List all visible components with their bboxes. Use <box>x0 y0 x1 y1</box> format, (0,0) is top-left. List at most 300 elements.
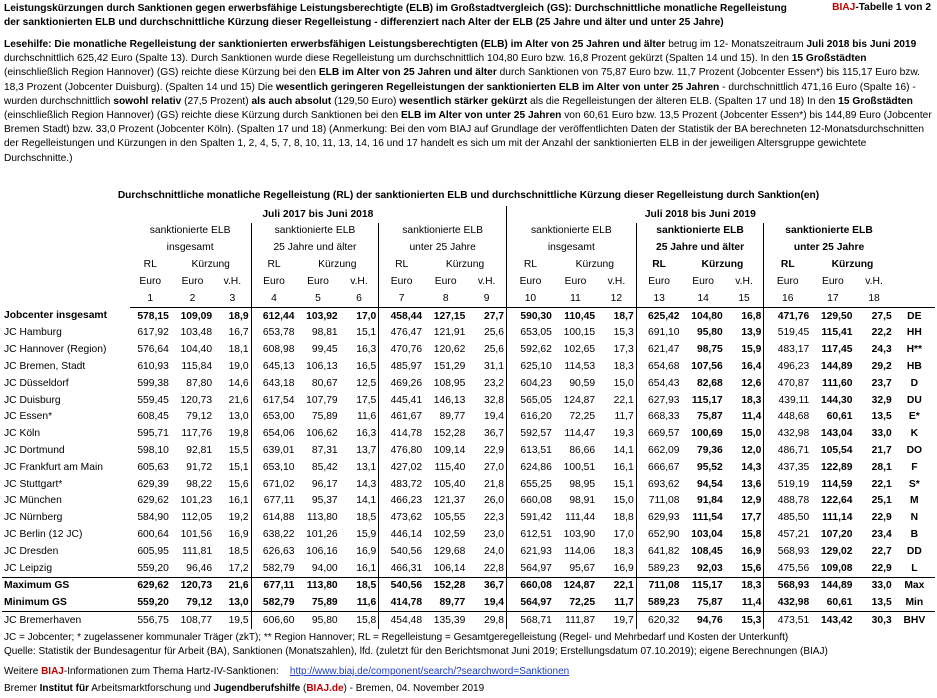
row-value: 16,9 <box>228 529 249 541</box>
row-value: 16,3 <box>356 344 377 356</box>
row-value: 111,81 <box>182 545 213 557</box>
row-name: JC Duisburg <box>4 394 61 406</box>
lesehilfe-t19: (einschließlich Region Hannover) (GS) reichte diese Kürzung durch Sanktionen bei den <box>4 110 401 122</box>
row-value: 11,4 <box>741 411 762 423</box>
header-unit: Euro <box>181 275 204 287</box>
row-name: JC Essen* <box>4 411 53 423</box>
row-value: 107,79 <box>306 394 338 406</box>
row-value: 146,13 <box>433 394 466 406</box>
row-value: 122,89 <box>820 461 853 473</box>
row-value: 143,04 <box>820 428 853 440</box>
row-value: 15,8 <box>741 529 762 541</box>
row-value: 114,53 <box>564 361 596 373</box>
row-abbr: S* <box>908 478 920 490</box>
header-spacer <box>2 273 130 290</box>
table-label <box>832 2 931 13</box>
header-colnum: 12 <box>597 290 636 307</box>
row-value: 108,45 <box>691 545 723 557</box>
row-value: 18,8 <box>613 512 634 524</box>
row-value: 604,23 <box>520 377 552 389</box>
row-value: 23,7 <box>871 377 892 389</box>
header-colnum: 5 <box>296 290 339 307</box>
row-value: 108,77 <box>171 612 214 629</box>
row-value: 111,44 <box>565 512 596 524</box>
row-value: 115,84 <box>181 361 213 373</box>
row-value: 432,98 <box>764 425 811 442</box>
row-value: 95,80 <box>696 327 723 339</box>
row-value: 19,0 <box>228 361 249 373</box>
row-value: 22,9 <box>871 562 892 574</box>
row-value: 22,7 <box>871 545 892 557</box>
header-unit: Euro <box>764 273 811 290</box>
table-row <box>2 325 935 342</box>
row-value: 414,78 <box>379 425 424 442</box>
header-rl: RL <box>251 256 296 273</box>
row-value: 25,1 <box>871 495 892 507</box>
group-header-all-2: sanktionierte ELB <box>531 225 612 237</box>
row-value: 29,8 <box>467 612 506 629</box>
row-value: 17,0 <box>613 529 634 541</box>
header-unit: v.H. <box>223 275 242 287</box>
row-value: 18,5 <box>228 545 249 557</box>
row-value: 94,54 <box>696 478 723 490</box>
row-value: 620,32 <box>636 612 681 629</box>
header-colnum: 9 <box>467 290 506 307</box>
lesehilfe-t4: Juli 2018 bis Juni 2019 <box>806 39 917 50</box>
row-value: 568,93 <box>764 543 811 560</box>
row-value: 608,45 <box>137 411 169 423</box>
row-value: 475,56 <box>764 560 811 577</box>
row-value: 629,62 <box>137 495 169 507</box>
row-value: 590,30 <box>520 310 552 322</box>
lesehilfe-t20: ELB im Alter von unter 25 Jahren <box>400 110 562 122</box>
header-spacer <box>2 290 130 307</box>
row-value: 124,87 <box>563 394 596 406</box>
row-value: 19,3 <box>613 428 634 440</box>
row-abbr: BHV <box>894 612 935 629</box>
row-value: 89,77 <box>439 597 466 609</box>
row-value: 33,0 <box>871 428 892 440</box>
row-value: 14,3 <box>356 478 377 490</box>
row-value: 100,15 <box>563 327 596 339</box>
row-value: 100,51 <box>563 461 596 473</box>
row-value: 27,5 <box>871 310 892 322</box>
row-value: 106,62 <box>306 428 338 440</box>
row-value: 556,75 <box>130 612 171 629</box>
row-value: 446,14 <box>379 526 424 543</box>
row-value: 80,67 <box>311 377 338 389</box>
row-value: 18,3 <box>725 577 764 594</box>
header-colnum: 1 <box>130 290 171 307</box>
row-value: 616,20 <box>520 411 552 423</box>
row-value: 564,97 <box>520 597 552 609</box>
row-value: 19,5 <box>214 612 251 629</box>
row-value: 89,77 <box>439 411 466 423</box>
row-value: 469,26 <box>379 375 424 392</box>
row-value: 22,8 <box>467 560 506 577</box>
row-value: 654,68 <box>636 358 681 375</box>
row-value: 107,20 <box>820 529 853 541</box>
table-label-text: -Tabelle 1 von 2 <box>855 2 931 13</box>
header-colnum: 2 <box>171 290 214 307</box>
lesehilfe-t6: 15 Großstädten <box>791 53 867 65</box>
row-abbr: B <box>910 529 919 541</box>
row-value: 627,93 <box>636 392 681 409</box>
lesehilfe-t17: als die Regelleistungen der älteren ELB. (Spalten 17 und 18) In den <box>527 95 839 107</box>
lesehilfe-t15: (129,50 Euro) <box>331 95 400 107</box>
row-value: 95,67 <box>569 562 596 574</box>
row-value: 115,17 <box>691 394 723 406</box>
row-value: 592,62 <box>520 344 552 356</box>
row-name: JC Frankfurt am Main <box>4 461 103 473</box>
row-value: 129,02 <box>820 545 853 557</box>
row-value: 15,8 <box>340 612 379 629</box>
group-sub-u25-2: unter 25 Jahre <box>764 240 894 257</box>
row-value: 568,93 <box>764 577 811 594</box>
row-value: 582,79 <box>251 560 296 577</box>
header-colnum: 6 <box>340 290 379 307</box>
row-name: JC Bremerhaven <box>2 612 130 629</box>
row-value: 111,87 <box>554 612 597 629</box>
row-value: 626,63 <box>251 543 296 560</box>
row-value: 600,64 <box>137 529 169 541</box>
row-value: 95,37 <box>311 495 338 507</box>
row-value: 101,23 <box>180 495 213 507</box>
row-value: 75,89 <box>311 597 338 609</box>
row-abbr: DD <box>906 545 922 557</box>
row-value: 107,56 <box>691 361 723 373</box>
row-name: JC München <box>4 495 62 507</box>
row-value: 111,14 <box>822 512 853 524</box>
row-value: 13,0 <box>228 411 249 423</box>
row-value: 87,31 <box>311 445 338 457</box>
table-subtitle: Durchschnittliche monatliche Regelleistung (RL) der sanktionierten ELB und durchschnittliche Kürzung dieser Regelleistung durch Sanktion(en) <box>117 190 820 201</box>
row-value: 23,4 <box>871 529 892 541</box>
row-value: 645,13 <box>251 358 296 375</box>
row-value: 75,87 <box>696 597 723 609</box>
row-value: 15,9 <box>356 529 377 541</box>
row-value: 671,02 <box>251 476 296 493</box>
row-name: JC Leipzig <box>4 562 53 574</box>
header-kuerzung: Kürzung <box>831 259 874 271</box>
header-spacer <box>894 273 935 290</box>
row-value: 117,76 <box>181 428 213 440</box>
header-unit: v.H. <box>467 273 506 290</box>
row-value: 82,68 <box>696 377 723 389</box>
row-value: 15,0 <box>613 377 634 389</box>
row-value: 13,9 <box>741 327 762 339</box>
row-value: 14,6 <box>228 377 249 389</box>
footnote-source: Quelle: Statistik der Bundesagentur für Arbeit (BA), Sanktionen (Monatszahlen), lfd. (zuletzt für den Berichtsmonat Juni 2019; Erstellungsdatum 07.10.2019); eigene Berechnungen (BIAJ) <box>4 646 828 657</box>
header-colnum: 10 <box>507 290 554 307</box>
row-value: 91,72 <box>186 461 213 473</box>
row-name: JC Hamburg <box>4 327 62 339</box>
row-abbr: H** <box>906 344 923 356</box>
row-value: 677,11 <box>251 577 296 594</box>
more-info-biaj: BIAJ <box>41 666 64 677</box>
row-value: 466,23 <box>379 493 424 510</box>
row-value: 25,6 <box>467 325 506 342</box>
group-sub-25plus-2: 25 Jahre und älter <box>636 240 764 257</box>
row-value: 18,3 <box>613 545 634 557</box>
row-value: 114,59 <box>821 478 853 490</box>
row-value: 124,87 <box>554 577 597 594</box>
row-value: 121,91 <box>433 327 466 339</box>
row-value: 458,44 <box>379 307 424 324</box>
row-value: 18,1 <box>228 344 249 356</box>
row-value: 12,0 <box>741 445 762 457</box>
lesehilfe-t1: Lesehilfe: Die monatliche Regelleistung der <box>4 39 218 50</box>
row-value: 476,80 <box>379 442 424 459</box>
row-value: 98,91 <box>569 495 596 507</box>
row-value: 60,61 <box>826 597 853 609</box>
row-value: 15,6 <box>741 562 762 574</box>
row-value: 564,97 <box>520 562 552 574</box>
inst-1: Bremer <box>4 683 40 694</box>
row-value: 96,17 <box>311 478 338 490</box>
row-value: 15,9 <box>741 344 762 356</box>
header-rl: RL <box>764 256 811 273</box>
row-value: 120,62 <box>433 344 466 356</box>
row-value: 653,78 <box>251 325 296 342</box>
row-value: 101,26 <box>306 529 338 541</box>
row-value: 18,3 <box>613 361 634 373</box>
row-value: 470,76 <box>379 341 424 358</box>
footnote-more-info <box>4 665 569 679</box>
row-value: 115,17 <box>682 577 725 594</box>
row-value: 110,45 <box>564 310 596 322</box>
inst-7: ) - Bremen, 04. November 2019 <box>343 683 485 694</box>
row-value: 129,68 <box>433 545 466 557</box>
row-value: 488,78 <box>764 493 811 510</box>
row-value: 23,2 <box>467 375 506 392</box>
row-value: 629,93 <box>636 509 681 526</box>
row-value: 668,33 <box>636 409 681 426</box>
row-value: 16,8 <box>741 310 762 322</box>
lesehilfe-t12: sowohl relativ <box>113 95 182 107</box>
period-header-2: Juli 2018 bis Juni 2019 <box>644 208 756 220</box>
row-value: 660,08 <box>520 495 552 507</box>
row-value: 79,12 <box>186 411 213 423</box>
header-kuerzung: Kürzung <box>575 259 614 271</box>
row-value: 13,1 <box>356 461 377 473</box>
row-value: 19,2 <box>228 512 249 524</box>
row-value: 605,63 <box>137 461 169 473</box>
row-value: 19,8 <box>228 428 249 440</box>
table-row <box>2 577 935 594</box>
row-value: 625,42 <box>636 307 681 324</box>
header-kuerzung: Kürzung <box>424 256 506 273</box>
header-unit: Euro <box>564 275 587 287</box>
row-value: 109,09 <box>180 310 213 322</box>
row-value: 105,55 <box>433 512 466 524</box>
row-value: 15,1 <box>356 327 377 339</box>
lesehilfe-t10: wesentlich geringeren Regelleistungen der sanktionierten ELB im Alter von unter 25 Jahren <box>275 81 720 93</box>
row-value: 109,08 <box>820 562 853 574</box>
table-row <box>2 493 935 510</box>
row-abbr: E* <box>908 411 920 423</box>
row-value: 589,23 <box>636 560 681 577</box>
row-value: 15,3 <box>613 327 634 339</box>
row-value: 106,16 <box>306 545 338 557</box>
row-value: 613,51 <box>520 445 552 457</box>
row-abbr: DO <box>906 445 923 457</box>
row-value: 11,7 <box>614 411 634 423</box>
row-value: 16,1 <box>228 495 249 507</box>
row-value: 595,71 <box>137 428 169 440</box>
row-value: 16,1 <box>613 461 634 473</box>
row-value: 711,08 <box>636 577 681 594</box>
row-value: 461,67 <box>379 409 424 426</box>
row-value: 33,0 <box>854 577 893 594</box>
header-unit: Euro <box>251 273 296 290</box>
table-row <box>2 560 935 577</box>
group-sub-25plus: 25 Jahre und älter <box>251 240 379 257</box>
header-colnum: 14 <box>682 290 725 307</box>
group-header-25plus: sanktionierte ELB <box>251 223 379 240</box>
row-value: 114,06 <box>564 545 596 557</box>
row-name: JC Bremen, Stadt <box>4 361 86 373</box>
row-value: 104,80 <box>691 310 723 322</box>
header-colnum: 7 <box>379 290 424 307</box>
table-row <box>2 425 935 442</box>
row-value: 106,13 <box>306 361 338 373</box>
row-abbr: DE <box>907 310 922 322</box>
lesehilfe-t11: - durchschnittlich 471,16 Euro (Spalte 16) - wurden durchschnittlich <box>4 81 916 107</box>
row-value: 21,8 <box>467 476 506 493</box>
row-value: 120,73 <box>171 577 214 594</box>
row-value: 21,6 <box>214 577 251 594</box>
row-abbr: DU <box>906 394 922 406</box>
table-row <box>2 341 935 358</box>
row-value: 86,66 <box>569 445 596 457</box>
header-colnum: 11 <box>554 290 597 307</box>
row-value: 21,6 <box>228 394 249 406</box>
row-value: 448,68 <box>764 409 811 426</box>
row-value: 127,15 <box>433 310 466 322</box>
header-colnum: 13 <box>636 290 681 307</box>
row-value: 16,9 <box>613 562 634 574</box>
inst-3: Arbeitsmarktforschung und <box>89 683 214 694</box>
row-value: 121,37 <box>433 495 466 507</box>
lesehilfe-t16: wesentlich stärker gekürzt <box>399 95 528 107</box>
header-kuerzung: Kürzung <box>701 259 744 271</box>
row-abbr: D <box>910 377 919 389</box>
row-value: 21,7 <box>871 445 892 457</box>
footnote-legend: JC = Jobcenter; * zugelassener kommunaler Träger (zkT); ** Region Hannover; RL = Regelleistung = Gesamtgeregelleistung (Regel- und Mehrbedarf und Kosten der Unterkunft) <box>4 632 789 643</box>
row-value: 641,82 <box>636 543 681 560</box>
row-value: 151,29 <box>433 361 466 373</box>
row-value: 14,1 <box>613 445 634 457</box>
row-name: JC Nürnberg <box>4 512 63 524</box>
row-value: 22,1 <box>871 478 892 490</box>
header-kuerzung: Kürzung <box>191 259 230 271</box>
row-value: 105,40 <box>433 478 466 490</box>
row-value: 559,20 <box>137 597 169 609</box>
row-value: 113,80 <box>296 577 339 594</box>
row-value: 653,00 <box>251 409 296 426</box>
row-value: 15,3 <box>725 612 764 629</box>
row-value: 16,1 <box>356 562 377 574</box>
row-value: 19,4 <box>467 594 506 611</box>
row-value: 15,0 <box>613 495 634 507</box>
row-value: 653,05 <box>520 327 552 339</box>
row-value: 143,42 <box>811 612 854 629</box>
row-value: 16,7 <box>228 327 249 339</box>
row-value: 103,92 <box>306 310 338 322</box>
row-value: 578,15 <box>137 310 169 322</box>
row-value: 582,79 <box>251 594 296 611</box>
row-value: 591,42 <box>520 512 552 524</box>
row-value: 457,21 <box>764 526 811 543</box>
row-value: 11,4 <box>741 597 762 609</box>
row-value: 485,97 <box>379 358 424 375</box>
row-value: 98,75 <box>696 344 723 356</box>
row-value: 14,1 <box>356 495 377 507</box>
row-value: 85,42 <box>311 461 338 473</box>
lesehilfe-t9: durch Sanktionen von 75,87 Euro bzw. 11,7 Prozent (Jobcenter Essen*) bis 115,17 Euro bzw. 18,3 Prozent (Jobcenter Duisburg). (Spalten 14 und 15) Die <box>4 67 921 93</box>
group-sub-all: insgesamt <box>166 242 214 254</box>
row-value: 606,60 <box>251 612 296 629</box>
row-value: 621,93 <box>520 545 552 557</box>
header-kuerzung: Kürzung <box>318 259 357 271</box>
row-value: 99,45 <box>311 344 338 356</box>
row-value: 72,25 <box>569 411 596 423</box>
lesehilfe-t5: durchschnittlich 625,42 Euro (Spalte 13). Durch Sanktionen wurde diese Regelleistung um durchschnittlich 104,80 Euro bzw. 16,8 Prozent gekürzt (Spalten 14 und 15). In den <box>4 53 792 65</box>
row-value: 94,76 <box>682 612 725 629</box>
reading-aid <box>4 38 932 166</box>
row-value: 122,64 <box>820 495 853 507</box>
row-value: 608,98 <box>251 341 296 358</box>
row-value: 617,92 <box>137 327 169 339</box>
row-value: 559,20 <box>137 562 169 574</box>
sanctions-link[interactable]: http://www.biaj.de/component/search/?searchword=Sanktionen <box>289 666 570 677</box>
row-value: 612,51 <box>520 529 552 541</box>
row-value: 711,08 <box>636 493 681 510</box>
row-name: Maximum GS <box>2 577 130 594</box>
header-unit: Euro <box>821 275 844 287</box>
table-row <box>2 375 935 392</box>
row-value: 693,62 <box>636 476 681 493</box>
row-value: 13,0 <box>228 597 249 609</box>
row-abbr: Min <box>905 597 924 609</box>
row-value: 598,10 <box>137 445 169 457</box>
row-value: 104,40 <box>180 344 213 356</box>
header-unit: Euro <box>379 273 424 290</box>
header-unit: Euro <box>636 273 681 290</box>
header-unit: v.H. <box>607 275 626 287</box>
row-value: 576,64 <box>137 344 169 356</box>
lesehilfe-t18: 15 Großstädten <box>838 95 913 107</box>
header-colnum: 17 <box>811 290 854 307</box>
row-value: 91,84 <box>696 495 723 507</box>
more-info-text: -Informationen zum Thema Hartz-IV-Sanktionen: <box>63 666 279 677</box>
header-rl: RL <box>379 256 424 273</box>
row-value: 79,36 <box>696 445 723 457</box>
row-value: 152,28 <box>433 428 466 440</box>
row-name: JC Dortmund <box>4 445 65 457</box>
row-value: 486,71 <box>764 442 811 459</box>
row-value: 144,89 <box>820 361 853 373</box>
row-value: 109,14 <box>433 445 466 457</box>
row-name: JC Stuttgart* <box>4 478 63 490</box>
row-value: 652,90 <box>636 526 681 543</box>
group-sub-all-2: insgesamt <box>547 242 595 254</box>
row-value: 28,1 <box>871 461 892 473</box>
row-value: 15,1 <box>228 461 249 473</box>
header-rl: RL <box>636 256 681 273</box>
row-value: 17,5 <box>356 394 377 406</box>
